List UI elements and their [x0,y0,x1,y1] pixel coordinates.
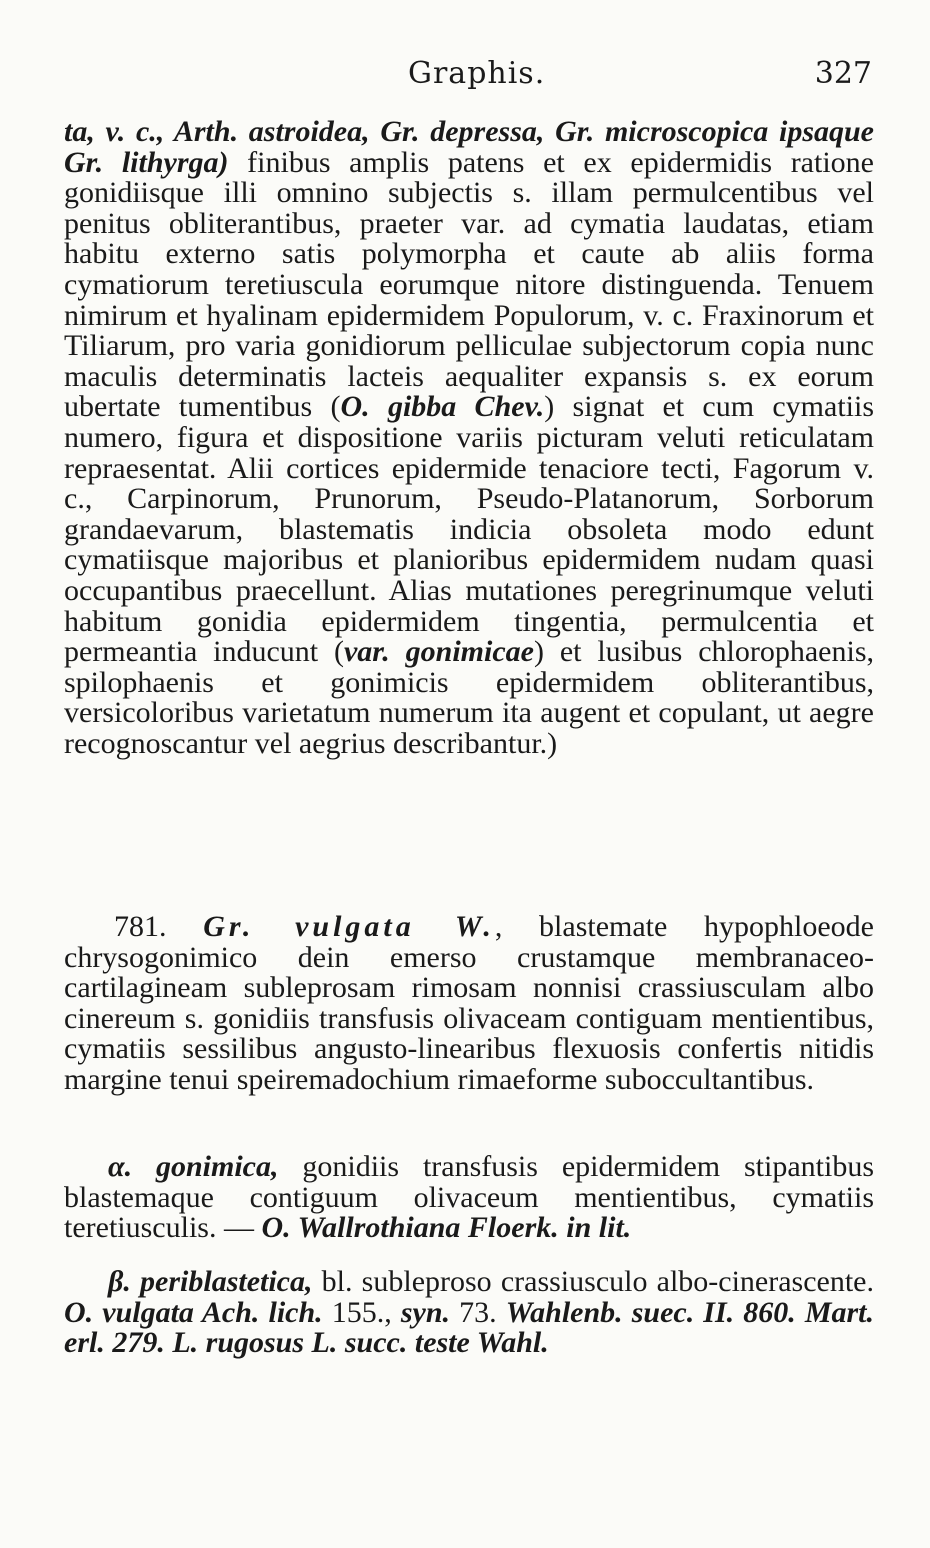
species-references: ta, v. c., Arth. astroidea, Gr. depressa, Gr. microscopica ipsaque Gr. lithyrga) [64,115,874,179]
species-name: Gr. vulgata W. [203,910,495,943]
paragraph-2 [64,912,874,1096]
variety-beta-label: β. periblastetica, [108,1265,313,1298]
paragraph-3 [64,1152,874,1244]
variety-alpha-reference: O. Wallrothiana Floerk. in lit. [261,1211,632,1245]
paragraph-1-text-c: ) et lusibus chlorophaenis, spilophaenis et gonimicis epidermidem obliterantibus, versicoloribus varietatum numerum ita augent et copulant, ut aegre recognoscantur vel aegrius describantur.) [64,635,874,760]
variety-beta-text: bl. subleproso crassiusculo albo-cinerascente. [312,1265,875,1298]
running-title: Graphis. [408,56,546,91]
variety-alpha-label: α. gonimica, [108,1150,279,1183]
variety-reference-gonimicae: var. gonimicae [343,635,534,669]
variety-beta-number-2: 73. [450,1295,506,1329]
variety-beta-number-1: 155., [322,1295,401,1329]
entry-number: 781. [114,910,204,943]
variety-beta-reference-2: syn. [400,1295,451,1329]
page-header [0,52,930,96]
variety-beta-reference-1: O. vulgata Ach. lich. [64,1295,323,1329]
variety-alpha-text: gonidiis transfusis epidermidem stipantibus blastemaque contiguum olivaceum mentientibus, cymatiis teretiusculis. — [64,1150,875,1245]
page-number: 327 [814,56,872,91]
species-description: , blastemate hypophloeode chrysogonimico dein emerso crustamque membranaceo-cartilagineam subleprosam rimosam nonnisi crassiusculam albo cinereum s. gonidiis transfusis olivaceam contiguam mentientibus, cymatiis sessilibus angusto-linearibus flexuosis confertis nitidis margine tenui speiremadochium rimaeforme suboccultantibus. [64,910,874,1096]
paragraph-1 [64,117,874,759]
paragraph-4 [64,1267,874,1359]
paragraph-1-text-a: finibus amplis patens et ex epidermidis ratione gonidiisque illi omnino subjectis s. illam permulcentibus vel penitus obliterantibus, praeter var. ad cymatia laudatas, etiam habitu externo satis polymorpha et caute ab aliis forma cymatiorum teretiuscula eorumque nitore distinguenda. Tenuem nimirum et hyalinam epidermidem Populorum, v. c. Fraxinorum et Tiliarum, pro varia gonidiorum pelliculae subjectorum copia nunc maculis determinatis lacteis aequaliter expansis s. ex eorum ubertate tumentibus ( [64,145,874,424]
paragraph-1-text-b: ) signat et cum cymatiis numero, figura et dispositione variis picturam veluti reticulatam repraesentat. Alii cortices epidermide tenaciore tecti, Fagorum v. c., Carpinorum, Prunorum, Pseudo-Platanorum, Sorborum grandaevarum, blastematis indicia obsoleta modo edunt cymatiisque majoribus et planioribus epidermidem nudam quasi occupantibus praecellunt. Alias mutationes peregrinumque veluti habitum gonidia epidermidem tingentia, permulcentia et permeantia inducunt ( [64,390,874,669]
variety-beta-reference-3: Wahlenb. suec. II. 860. Mart. erl. 279. L. rugosus L. succ. teste Wahl. [64,1295,875,1360]
species-reference-gibba: O. gibba Chev. [340,390,545,424]
